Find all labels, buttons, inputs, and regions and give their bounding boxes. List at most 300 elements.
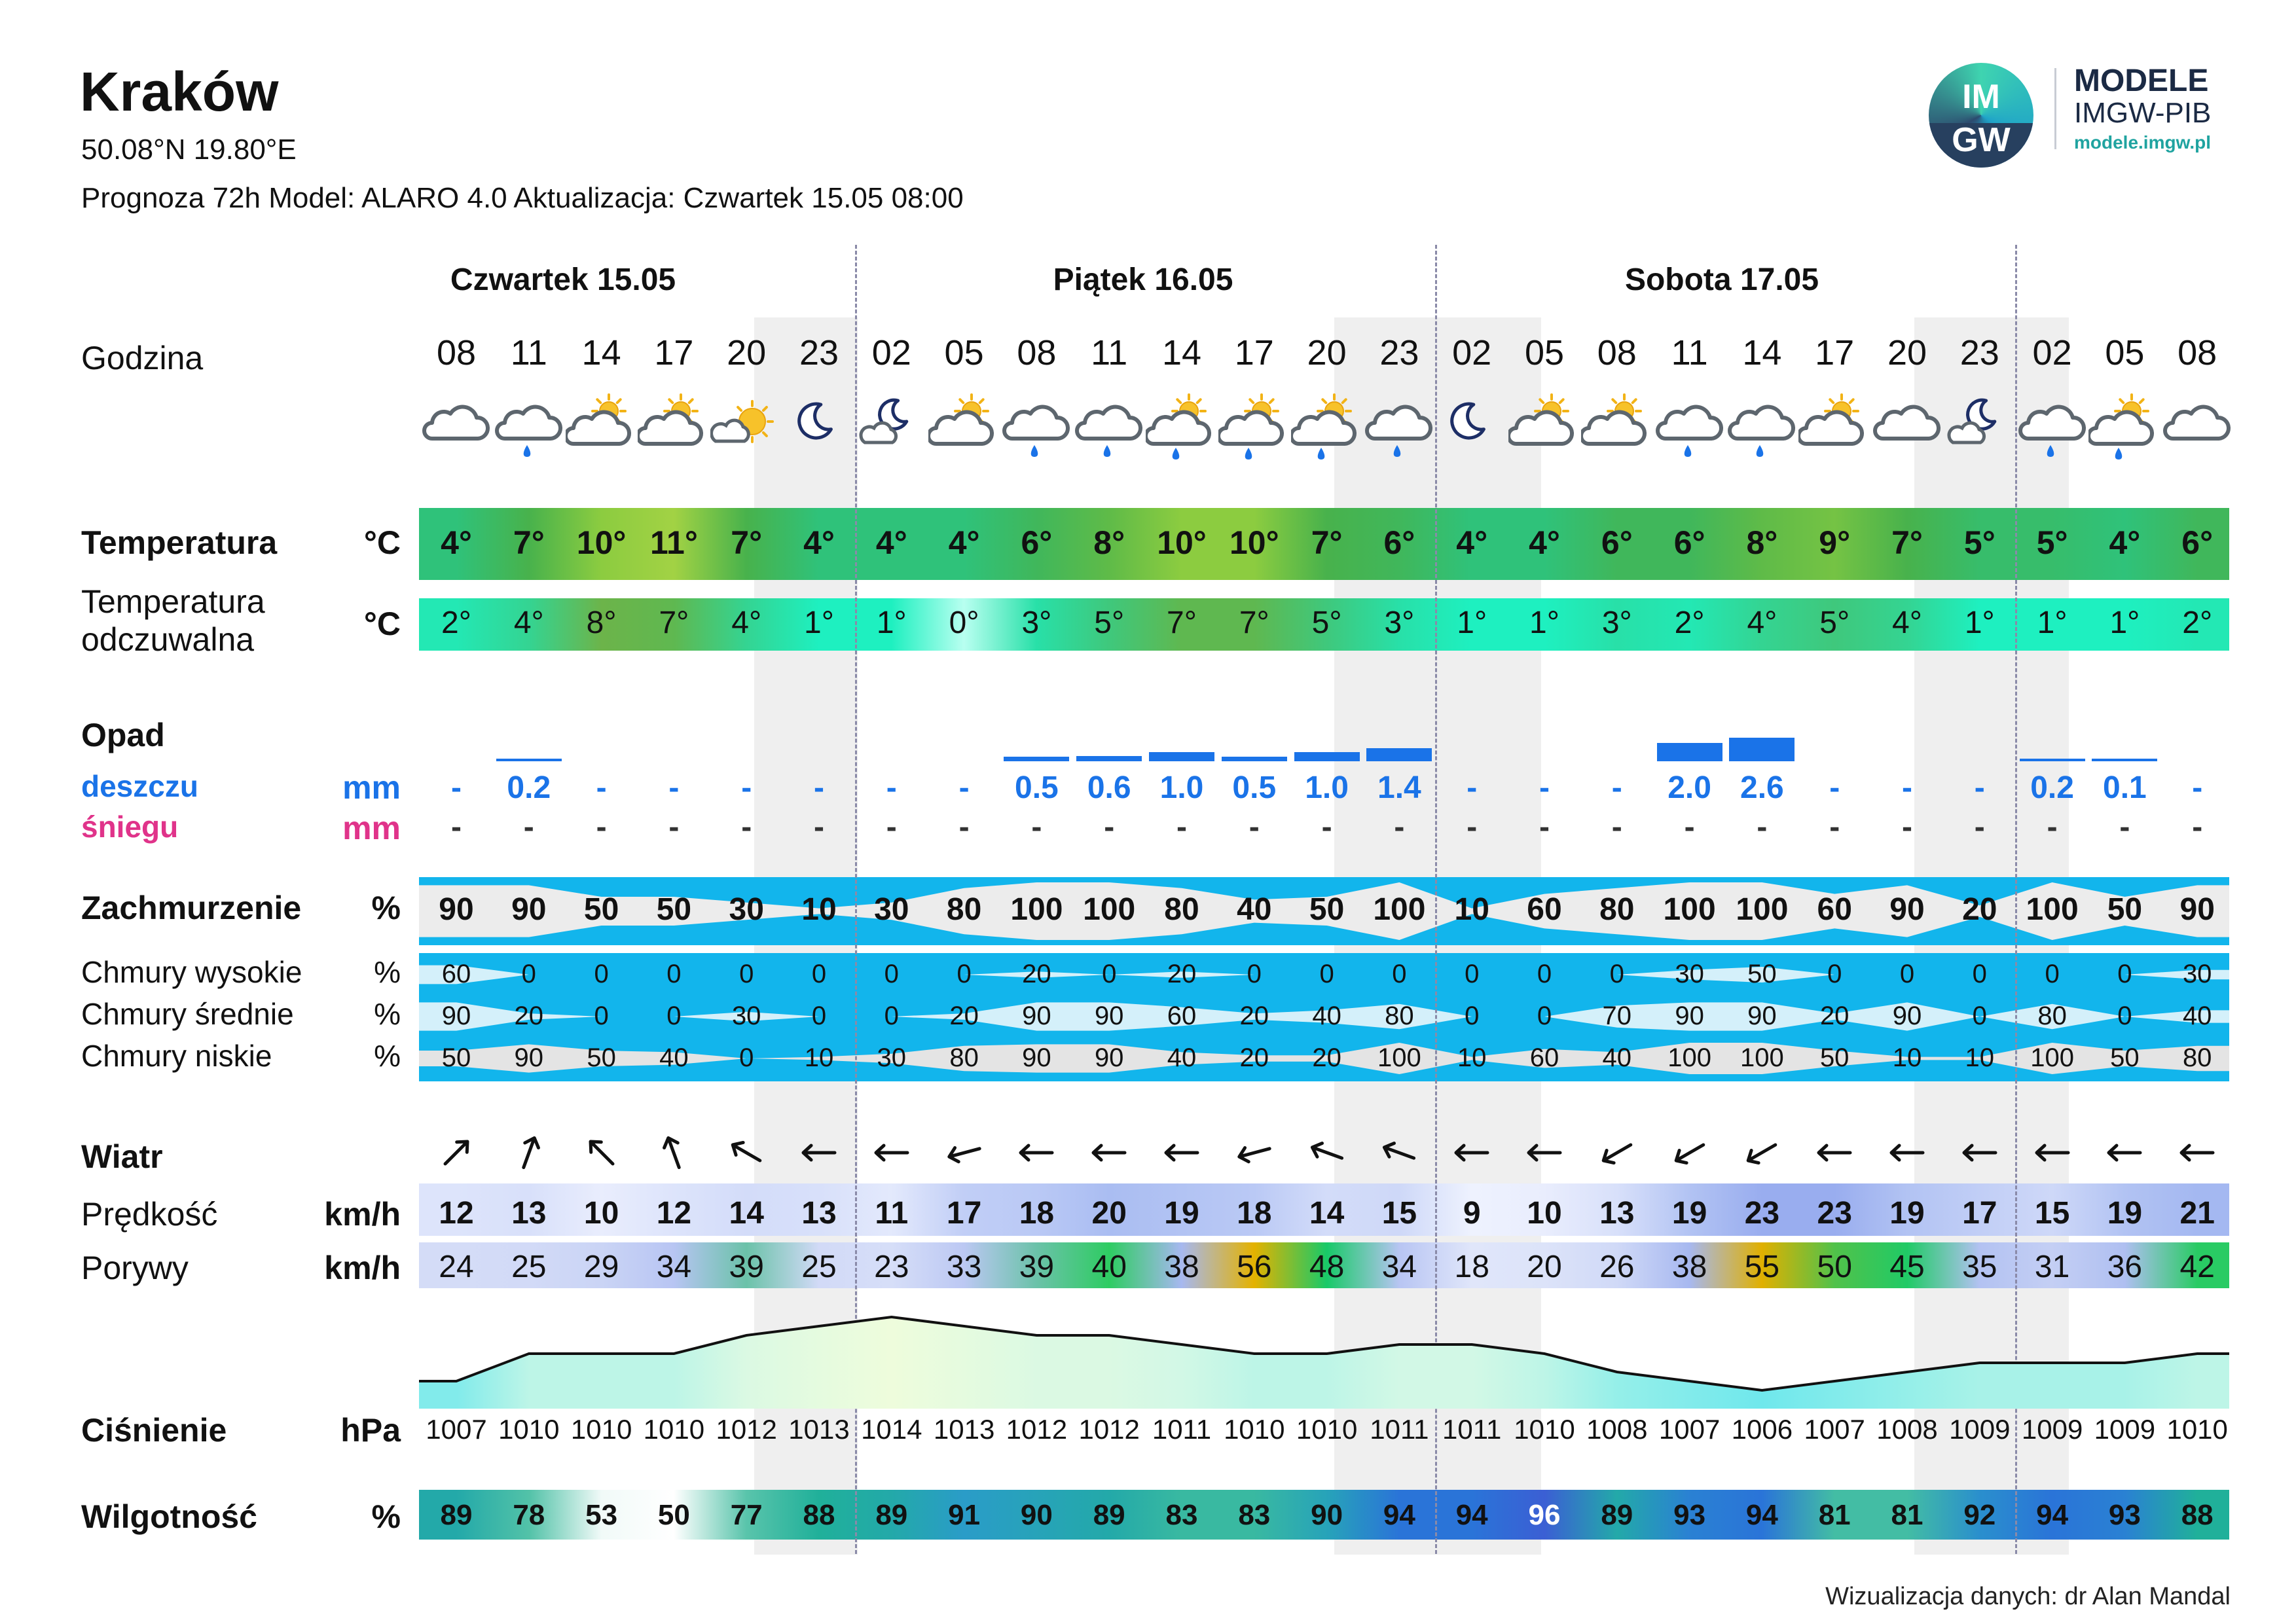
gust-value: 31 (2034, 1250, 2070, 1284)
feels-like-value: 8° (586, 605, 617, 640)
hour-label: 14 (1161, 333, 1202, 372)
hour-label: 23 (799, 333, 839, 372)
cloud-high-value: 0 (957, 960, 972, 988)
coordinates: 50.08°N 19.80°E (81, 134, 297, 166)
unit-odczuwalna: °C (363, 605, 401, 642)
rain-value: 1.0 (1159, 770, 1204, 805)
pressure-value: 1013 (933, 1414, 995, 1445)
unit-chmury-wysokie: % (374, 955, 401, 989)
wind-speed-value: 11 (875, 1196, 909, 1231)
cloud-low-value: 50 (441, 1043, 471, 1072)
cloud-total-value: 50 (2107, 892, 2143, 927)
feels-like-value: 5° (1819, 605, 1850, 640)
hour-label: 14 (1742, 333, 1782, 372)
rain-value: - (958, 770, 970, 805)
pressure-value: 1011 (1442, 1414, 1502, 1445)
label-chmury-wysokie: Chmury wysokie (81, 955, 302, 989)
cloud-low-value: 100 (1377, 1043, 1421, 1072)
rain-value: 0.2 (507, 770, 551, 805)
cloud-total-value: 100 (1010, 892, 1063, 927)
feels-like-value: 5° (1094, 605, 1125, 640)
temperature-value: 6° (1383, 524, 1415, 561)
cloud-total-value: 10 (801, 892, 837, 927)
wind-speed-value: 18 (1019, 1196, 1055, 1231)
feels-like-value: 3° (1021, 605, 1052, 640)
wind-speed-value: 23 (1744, 1196, 1780, 1231)
wind-speed-value: 19 (1671, 1196, 1707, 1231)
wind-speed-value: 18 (1237, 1196, 1272, 1231)
cloud-low-value: 10 (1892, 1043, 1922, 1072)
temperature-value: 4° (948, 524, 980, 561)
hour-label: 08 (1017, 333, 1057, 372)
wind-speed-value: 15 (1381, 1196, 1417, 1231)
pressure-value: 1010 (2166, 1414, 2228, 1445)
hour-label: 05 (2105, 333, 2145, 372)
cloud-mid-value: 70 (1602, 1001, 1632, 1030)
logo-badge-bottom: GW (1952, 121, 2011, 159)
gust-value: 25 (511, 1250, 547, 1284)
unit-cisnienie: hPa (340, 1412, 401, 1449)
rain-value: - (886, 770, 897, 805)
feels-like-value: 1° (2109, 605, 2140, 640)
gust-value: 34 (1381, 1250, 1417, 1284)
temperature-value: 10° (576, 524, 627, 561)
city-title: Kraków (80, 61, 279, 122)
hour-label: 05 (944, 333, 984, 372)
cloud-mid-value: 0 (1465, 1001, 1480, 1030)
pressure-value: 1012 (716, 1414, 777, 1445)
humidity-value: 78 (513, 1499, 545, 1531)
wind-speed-value: 13 (801, 1196, 837, 1231)
cloud-low-value: 10 (1965, 1043, 1995, 1072)
humidity-value: 88 (2181, 1499, 2214, 1531)
unit-wilgotnosc: % (371, 1498, 401, 1535)
cloud-mid-value: 0 (666, 1001, 682, 1030)
gust-value: 29 (583, 1250, 619, 1284)
humidity-value: 83 (1238, 1499, 1271, 1531)
hour-label: 02 (871, 333, 911, 372)
snow-value: - (451, 810, 462, 844)
feels-like-value: 1° (1457, 605, 1487, 640)
label-temperatura: Temperatura (81, 524, 278, 561)
temperature-value: 7° (1311, 524, 1343, 561)
cloud-high-value: 0 (2045, 960, 2060, 988)
cloud-total-value: 10 (1454, 892, 1489, 927)
temperature-value: 6° (2181, 524, 2214, 561)
unit-predkosc: km/h (324, 1196, 401, 1233)
cloud-mid-value: 90 (1094, 1001, 1124, 1030)
temperature-value: 7° (513, 524, 545, 561)
wind-speed-value: 12 (656, 1196, 692, 1231)
temperature-value: 6° (1673, 524, 1705, 561)
cloud-total-value: 60 (1527, 892, 1562, 927)
cloud-mid-value: 40 (2182, 1001, 2212, 1030)
snow-value: - (1974, 810, 1985, 844)
rain-value: - (1974, 770, 1985, 805)
cloud-low-value: 80 (2182, 1043, 2212, 1072)
pressure-value: 1006 (1731, 1414, 1793, 1445)
cloud-total-value: 80 (1164, 892, 1199, 927)
unit-temperatura: °C (363, 524, 401, 561)
footer-credit: Wizualizacja danych: dr Alan Mandal (1825, 1583, 2231, 1610)
temperature-value: 6° (1021, 524, 1053, 561)
snow-value: - (1684, 810, 1695, 844)
cloud-mid-value: 60 (1167, 1001, 1197, 1030)
humidity-value: 92 (1963, 1499, 1996, 1531)
cloud-total-value: 100 (1083, 892, 1136, 927)
cloud-high-value: 0 (2117, 960, 2132, 988)
cloud-total-value: 100 (1736, 892, 1789, 927)
label-odczuwalna-1: Temperatura (81, 583, 265, 620)
wind-speed-value: 19 (1164, 1196, 1199, 1231)
feels-like-value: 7° (1239, 605, 1269, 640)
cloud-high-value: 0 (1972, 960, 1987, 988)
unit-zachmurzenie: % (371, 890, 401, 926)
cloud-low-value: 20 (1312, 1043, 1341, 1072)
wind-speed-value: 10 (1527, 1196, 1562, 1231)
hour-label: 23 (1959, 333, 1999, 372)
hour-label: 17 (1234, 333, 1274, 372)
cloud-total-value: 30 (729, 892, 764, 927)
cloud-total-value: 50 (583, 892, 619, 927)
humidity-value: 89 (440, 1499, 473, 1531)
hour-label: 17 (1815, 333, 1855, 372)
cloud-mid-value: 30 (731, 1001, 761, 1030)
snow-value: - (1539, 810, 1550, 844)
pressure-value: 1012 (1006, 1414, 1068, 1445)
cloud-mid-value: 80 (1385, 1001, 1414, 1030)
label-chmury-niskie: Chmury niskie (81, 1039, 272, 1073)
cloud-high-value: 0 (1102, 960, 1117, 988)
gust-value: 42 (2179, 1250, 2215, 1284)
pressure-value: 1008 (1586, 1414, 1648, 1445)
feels-like-value: 4° (1892, 605, 1922, 640)
snow-value: - (1248, 810, 1260, 844)
cloud-high-value: 20 (1022, 960, 1051, 988)
temperature-value: 11° (649, 524, 698, 561)
cloud-high-value: 0 (1247, 960, 1262, 988)
cloud-mid-value: 20 (1239, 1001, 1269, 1030)
hour-label: 05 (1524, 333, 1565, 372)
hour-label: 14 (581, 333, 621, 372)
cloud-mid-value: 20 (1819, 1001, 1850, 1030)
feels-like-value: 5° (1311, 605, 1342, 640)
hour-label: 11 (1091, 333, 1128, 372)
rain-value: 0.5 (1232, 770, 1277, 805)
wind-speed-value: 19 (2107, 1196, 2143, 1231)
hour-label: 11 (510, 333, 547, 372)
cloud-high-value: 0 (1537, 960, 1552, 988)
cloud-low-value: 100 (2030, 1043, 2074, 1072)
cloud-low-value: 100 (1740, 1043, 1784, 1072)
pressure-value: 1009 (2021, 1414, 2083, 1445)
wind-speed-value: 9 (1463, 1196, 1481, 1231)
wind-speed-value: 23 (1817, 1196, 1852, 1231)
cloud-high-value: 0 (666, 960, 682, 988)
wind-speed-value: 14 (1309, 1196, 1345, 1231)
cloud-mid-value: 20 (514, 1001, 544, 1030)
pressure-value: 1009 (1949, 1414, 2011, 1445)
cloud-mid-value: 0 (811, 1001, 827, 1030)
humidity-value: 88 (803, 1499, 835, 1531)
snow-value: - (1394, 810, 1405, 844)
label-sniegu: śniegu (81, 810, 179, 844)
label-wiatr: Wiatr (81, 1138, 163, 1175)
pressure-value: 1012 (1078, 1414, 1140, 1445)
snow-value: - (1757, 810, 1768, 844)
cloud-mid-value: 0 (1537, 1001, 1552, 1030)
rain-value: - (451, 770, 462, 805)
forecast-meta: Prognoza 72h Model: ALARO 4.0 Aktualizacja: Czwartek 15.05 08:00 (81, 182, 964, 214)
pressure-value: 1011 (1370, 1414, 1429, 1445)
humidity-value: 90 (1020, 1499, 1053, 1531)
pressure-value: 1010 (498, 1414, 560, 1445)
rain-value: 2.6 (1740, 770, 1784, 805)
snow-value: - (1321, 810, 1332, 844)
cloud-high-value: 30 (1675, 960, 1704, 988)
logo-badge-top: IM (1962, 78, 2000, 116)
rain-value: 0.1 (2103, 770, 2147, 805)
cloud-total-value: 80 (946, 892, 982, 927)
rain-value: 2.0 (1667, 770, 1711, 805)
cloud-low-value: 40 (659, 1043, 689, 1072)
gust-value: 56 (1237, 1250, 1272, 1284)
gust-value: 26 (1599, 1250, 1635, 1284)
wind-speed-value: 20 (1091, 1196, 1127, 1231)
unit-sniegu: mm (342, 810, 401, 846)
cloud-mid-value: 90 (1747, 1001, 1777, 1030)
temperature-value: 7° (1891, 524, 1923, 561)
cloud-high-value: 60 (441, 960, 471, 988)
cloud-low-value: 50 (1819, 1043, 1850, 1072)
humidity-value: 94 (1455, 1499, 1488, 1531)
cloud-total-value: 90 (1889, 892, 1925, 927)
cloud-mid-value: 90 (1675, 1001, 1704, 1030)
unit-chmury-niskie: % (374, 1039, 401, 1073)
snow-value: - (523, 810, 534, 844)
gust-value: 48 (1309, 1250, 1345, 1284)
cloud-high-value: 0 (1609, 960, 1624, 988)
cloud-high-value: 0 (739, 960, 754, 988)
humidity-value: 96 (1528, 1499, 1561, 1531)
cloud-mid-value: 0 (884, 1001, 899, 1030)
feels-like-value: 0° (949, 605, 979, 640)
rain-value: - (1539, 770, 1550, 805)
cloud-total-value: 60 (1817, 892, 1852, 927)
rain-value: - (814, 770, 824, 805)
cloud-high-value: 0 (1319, 960, 1334, 988)
wind-speed-value: 13 (511, 1196, 547, 1231)
snow-value: - (2047, 810, 2058, 844)
cloud-high-value: 30 (2182, 960, 2212, 988)
wind-speed-value: 14 (729, 1196, 764, 1231)
cloud-low-value: 10 (804, 1043, 834, 1072)
humidity-value: 81 (1818, 1499, 1851, 1531)
pressure-value: 1008 (1876, 1414, 1938, 1445)
wind-speed-value: 17 (1962, 1196, 1997, 1231)
unit-chmury-srednie: % (374, 997, 401, 1031)
pressure-value: 1010 (1224, 1414, 1285, 1445)
snow-value: - (1902, 810, 1912, 844)
cloud-low-value: 90 (1022, 1043, 1051, 1072)
gust-value: 24 (439, 1250, 474, 1284)
cloud-low-value: 90 (1094, 1043, 1124, 1072)
snow-value: - (886, 810, 897, 844)
cloud-mid-value: 20 (949, 1001, 979, 1030)
feels-like-value: 7° (1167, 605, 1197, 640)
cloud-total-value: 100 (1373, 892, 1426, 927)
cloud-high-value: 0 (1465, 960, 1480, 988)
label-porywy: Porywy (81, 1250, 189, 1286)
pressure-value: 1010 (643, 1414, 705, 1445)
day-header-3: Sobota 17.05 (1624, 262, 1819, 297)
pressure-value: 1014 (861, 1414, 922, 1445)
humidity-value: 89 (875, 1499, 908, 1531)
cloud-mid-value: 90 (1892, 1001, 1922, 1030)
snow-value: - (668, 810, 680, 844)
temperature-value: 10° (1157, 524, 1207, 561)
day-header-1: Czwartek 15.05 (450, 262, 676, 297)
hour-label: 11 (1671, 333, 1708, 372)
rain-value: - (1467, 770, 1478, 805)
cloud-low-value: 60 (1529, 1043, 1559, 1072)
wind-speed-value: 13 (1599, 1196, 1635, 1231)
feels-like-value: 4° (731, 605, 762, 640)
snow-value: - (741, 810, 752, 844)
rain-value: - (2192, 770, 2203, 805)
snow-value: - (1467, 810, 1478, 844)
cloud-mid-value: 90 (441, 1001, 471, 1030)
humidity-value: 94 (1383, 1499, 1415, 1531)
feels-like-value: 3° (1601, 605, 1632, 640)
unit-porywy: km/h (324, 1250, 401, 1286)
temperature-value: 4° (875, 524, 907, 561)
logo-url[interactable]: modele.imgw.pl (2074, 132, 2211, 153)
cloud-high-value: 50 (1747, 960, 1777, 988)
cloud-total-value: 100 (2026, 892, 2079, 927)
humidity-value: 89 (1601, 1499, 1633, 1531)
rain-value: - (741, 770, 752, 805)
humidity-value: 77 (730, 1499, 763, 1531)
gust-value: 45 (1889, 1250, 1925, 1284)
pressure-value: 1009 (2094, 1414, 2156, 1445)
humidity-value: 93 (1673, 1499, 1706, 1531)
label-godzina: Godzina (81, 340, 204, 376)
gust-value: 33 (946, 1250, 982, 1284)
cloud-mid-value: 90 (1022, 1001, 1051, 1030)
temperature-value: 9° (1819, 524, 1851, 561)
temperature-value: 6° (1601, 524, 1633, 561)
rain-value: - (1902, 770, 1912, 805)
cloud-low-value: 40 (1167, 1043, 1197, 1072)
label-odczuwalna-2: odczuwalna (81, 621, 255, 658)
cloud-low-value: 20 (1239, 1043, 1269, 1072)
feels-like-value: 2° (1674, 605, 1705, 640)
gust-value: 55 (1744, 1250, 1780, 1284)
cloud-total-value: 50 (656, 892, 692, 927)
cloud-high-value: 0 (884, 960, 899, 988)
gust-value: 39 (729, 1250, 764, 1284)
cloud-total-value: 40 (1237, 892, 1272, 927)
gust-value: 38 (1164, 1250, 1199, 1284)
temperature-value: 5° (1963, 524, 1995, 561)
hour-label: 08 (436, 333, 477, 372)
rain-value: - (596, 770, 607, 805)
label-predkosc: Prędkość (81, 1196, 218, 1233)
gust-value: 25 (801, 1250, 837, 1284)
cloud-low-value: 90 (514, 1043, 544, 1072)
cloud-total-value: 30 (874, 892, 909, 927)
cloud-low-value: 80 (949, 1043, 979, 1072)
temperature-value: 8° (1093, 524, 1125, 561)
hour-label: 23 (1379, 333, 1419, 372)
gust-value: 50 (1817, 1250, 1852, 1284)
feels-like-value: 2° (441, 605, 471, 640)
gust-value: 18 (1454, 1250, 1489, 1284)
cloud-low-value: 30 (877, 1043, 907, 1072)
feels-like-value: 1° (876, 605, 907, 640)
cloud-mid-value: 0 (1972, 1001, 1987, 1030)
feels-like-value: 7° (659, 605, 689, 640)
snow-value: - (2119, 810, 2130, 844)
temperature-value: 8° (1746, 524, 1778, 561)
cloud-total-value: 50 (1309, 892, 1345, 927)
label-zachmurzenie: Zachmurzenie (81, 890, 302, 926)
humidity-value: 81 (1891, 1499, 1923, 1531)
hour-label: 20 (727, 333, 767, 372)
rain-value: - (1611, 770, 1622, 805)
feels-like-value: 1° (1964, 605, 1995, 640)
wind-speed-value: 10 (583, 1196, 619, 1231)
snow-value: - (1611, 810, 1622, 844)
snow-value: - (596, 810, 607, 844)
pressure-value: 1007 (1658, 1414, 1721, 1445)
temperature-value: 5° (2036, 524, 2068, 561)
feels-like-value: 4° (1747, 605, 1777, 640)
rain-value: - (668, 770, 680, 805)
hour-label: 20 (1887, 333, 1927, 372)
hour-label: 17 (654, 333, 694, 372)
rain-value: 1.4 (1377, 770, 1421, 805)
wind-speed-value: 19 (1889, 1196, 1925, 1231)
hour-label: 02 (1452, 333, 1492, 372)
cloud-total-value: 100 (1663, 892, 1716, 927)
cloud-high-value: 0 (1899, 960, 1915, 988)
snow-value: - (814, 810, 824, 844)
cloud-high-value: 0 (811, 960, 827, 988)
cloud-mid-value: 40 (1312, 1001, 1341, 1030)
snow-value: - (958, 810, 970, 844)
gust-value: 36 (2107, 1250, 2143, 1284)
humidity-value: 83 (1165, 1499, 1198, 1531)
cloud-low-value: 100 (1667, 1043, 1711, 1072)
gust-value: 35 (1962, 1250, 1997, 1284)
label-cisnienie: Ciśnienie (81, 1412, 227, 1449)
snow-value: - (1031, 810, 1042, 844)
pressure-area (419, 1317, 2229, 1409)
gust-value: 38 (1671, 1250, 1707, 1284)
rain-value: 0.6 (1087, 770, 1131, 805)
label-deszczu: deszczu (81, 769, 198, 803)
cloud-total-value: 20 (1962, 892, 1997, 927)
feels-like-value: 1° (804, 605, 834, 640)
pressure-value: 1013 (788, 1414, 850, 1445)
temperature-value: 10° (1229, 524, 1279, 561)
feels-like-value: 3° (1384, 605, 1415, 640)
feels-like-value: 1° (2037, 605, 2068, 640)
temperature-value: 4° (1529, 524, 1560, 561)
cloud-total-value: 90 (2179, 892, 2215, 927)
